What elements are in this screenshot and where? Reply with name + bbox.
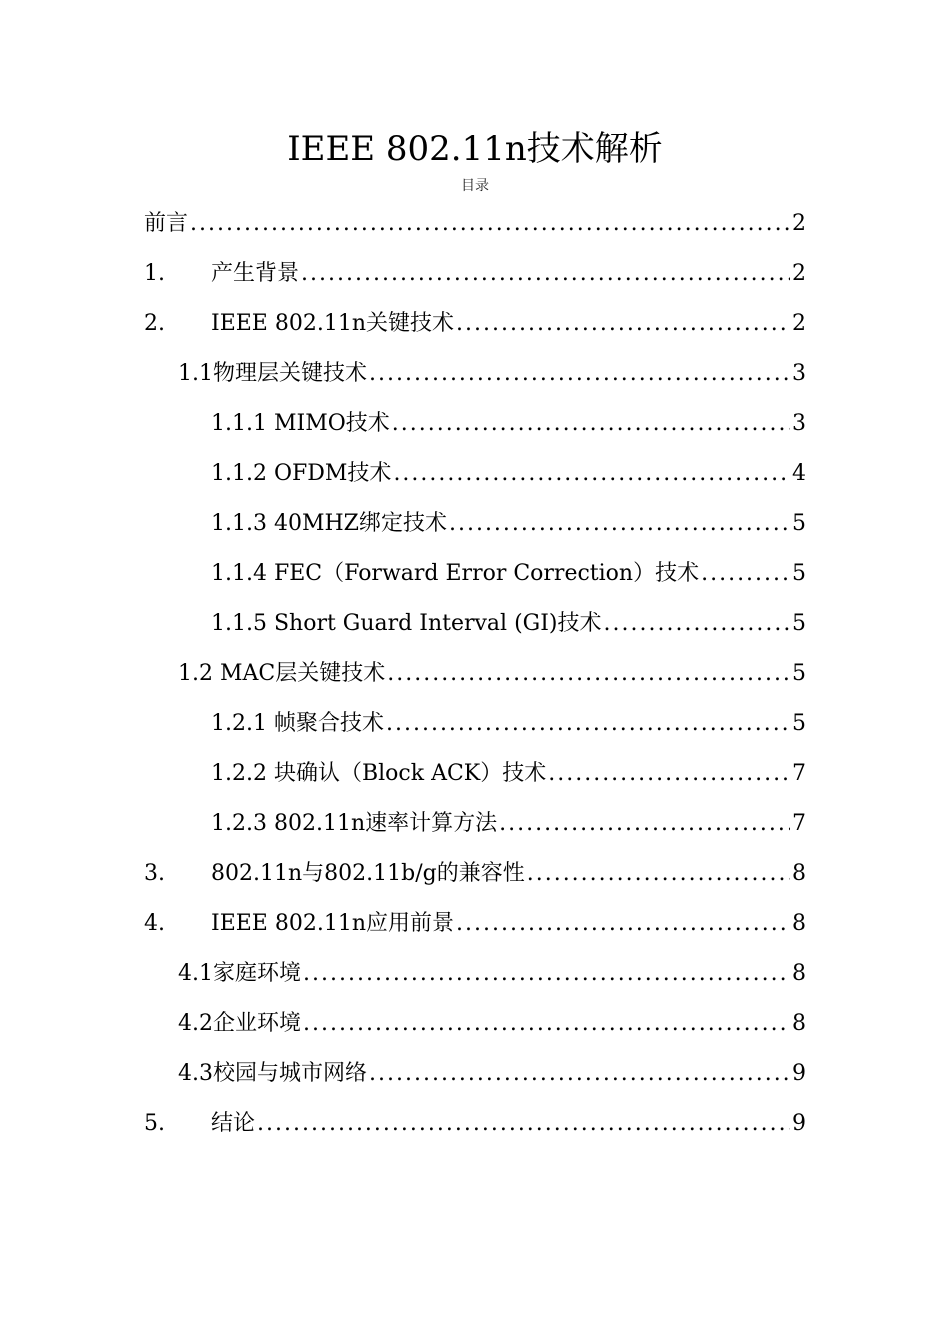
toc-entry-text: 4.1家庭环境 — [178, 961, 301, 986]
toc-leader-dots — [527, 849, 790, 899]
toc-leader-dots — [449, 499, 790, 549]
toc-page-number: 2 — [792, 311, 806, 336]
toc-leader-dots — [604, 599, 790, 649]
toc-entry-1-1-4[interactable] — [211, 549, 806, 599]
toc-page-number: 2 — [792, 211, 806, 236]
toc-entry-text: 1.1.3 40MHZ绑定技术 — [211, 511, 447, 536]
toc-entry-1-1-5[interactable] — [211, 599, 806, 649]
toc-entry-3[interactable] — [144, 849, 806, 899]
toc-entry-text: 1.1物理层关键技术 — [178, 361, 367, 386]
toc-leader-dots — [456, 299, 790, 349]
toc-entry-text: 1.2.2 块确认（Block ACK）技术 — [211, 761, 547, 786]
toc-leader-dots — [456, 899, 790, 949]
toc-leader-dots — [393, 449, 790, 499]
toc-leader-dots — [499, 799, 790, 849]
toc-entry-text: 1.2 MAC层关键技术 — [178, 661, 386, 686]
toc-entry-text: 802.11n与802.11b/g的兼容性 — [211, 861, 525, 886]
toc-entry-text: 结论 — [211, 1111, 256, 1136]
toc-page-number: 4 — [792, 461, 806, 486]
toc-page-number: 8 — [792, 861, 806, 886]
toc-entry-text: 1.1.5 Short Guard Interval (GI)技术 — [211, 611, 602, 636]
toc-leader-dots — [701, 549, 790, 599]
toc-entry-4-1[interactable] — [178, 949, 806, 999]
toc-entry-text: IEEE 802.11n关键技术 — [211, 311, 455, 336]
toc-page-number: 5 — [792, 611, 806, 636]
toc-entry-number: 3. — [144, 861, 165, 886]
toc-entry-number: 5. — [144, 1111, 165, 1136]
toc-page-number: 9 — [792, 1111, 806, 1136]
toc-page-number: 8 — [792, 911, 806, 936]
toc-entry-text: 4.3校园与城市网络 — [178, 1061, 367, 1086]
toc-leader-dots — [548, 749, 790, 799]
toc-page-number: 7 — [792, 811, 806, 836]
toc-entry-1-1-2[interactable] — [211, 449, 806, 499]
toc-entry-1[interactable] — [144, 249, 806, 299]
toc-leader-dots — [257, 1099, 790, 1149]
toc-entry-text: 4.2企业环境 — [178, 1011, 301, 1036]
toc-entry-1-2-1[interactable] — [211, 699, 806, 749]
toc-entry-preface[interactable] — [144, 199, 806, 249]
toc-page-number: 3 — [792, 411, 806, 436]
toc-leader-dots — [387, 649, 790, 699]
toc-page-number: 5 — [792, 711, 806, 736]
toc-page-number: 5 — [792, 511, 806, 536]
toc-heading: 目录 — [461, 178, 489, 194]
toc-page-number: 5 — [792, 661, 806, 686]
toc-page-number: 2 — [792, 261, 806, 286]
toc-entry-text: 1.1.2 OFDM技术 — [211, 461, 392, 486]
toc-leader-dots — [303, 949, 790, 999]
toc-entry-text: 1.1.4 FEC（Forward Error Correction）技术 — [211, 561, 700, 586]
toc-page-number: 5 — [792, 561, 806, 586]
toc-entry-1-2[interactable] — [178, 649, 806, 699]
toc-leader-dots — [392, 399, 790, 449]
toc-page-number: 3 — [792, 361, 806, 386]
toc-entry-text: 1.2.1 帧聚合技术 — [211, 711, 384, 736]
toc-page-number: 9 — [792, 1061, 806, 1086]
toc-entry-1-1[interactable] — [178, 349, 806, 399]
toc-entry-text: 前言 — [144, 211, 189, 236]
toc-page-number: 8 — [792, 1011, 806, 1036]
toc-entry-1-1-3[interactable] — [211, 499, 806, 549]
toc-entry-number: 2. — [144, 311, 165, 336]
toc-entry-text: IEEE 802.11n应用前景 — [211, 911, 455, 936]
toc-entry-number: 1. — [144, 261, 165, 286]
toc-entry-text: 产生背景 — [211, 261, 300, 286]
toc-entry-number: 4. — [144, 911, 165, 936]
toc-entry-text: 1.1.1 MIMO技术 — [211, 411, 390, 436]
toc-leader-dots — [386, 699, 790, 749]
toc-leader-dots — [369, 349, 790, 399]
document-title: IEEE 802.11n技术解析 — [287, 129, 663, 169]
toc-entry-4-2[interactable] — [178, 999, 806, 1049]
toc-leader-dots — [301, 249, 790, 299]
toc-entry-text: 1.2.3 802.11n速率计算方法 — [211, 811, 498, 836]
toc-entry-1-1-1[interactable] — [211, 399, 806, 449]
toc-entry-5[interactable] — [144, 1099, 806, 1149]
toc-leader-dots — [190, 199, 790, 249]
toc-page-number: 8 — [792, 961, 806, 986]
toc-page-number: 7 — [792, 761, 806, 786]
toc-leader-dots — [303, 999, 790, 1049]
toc-entry-1-2-2[interactable] — [211, 749, 806, 799]
toc-entry-1-2-3[interactable] — [211, 799, 806, 849]
toc-entry-2[interactable] — [144, 299, 806, 349]
toc-entry-4-3[interactable] — [178, 1049, 806, 1099]
toc-leader-dots — [369, 1049, 790, 1099]
toc-entry-4[interactable] — [144, 899, 806, 949]
